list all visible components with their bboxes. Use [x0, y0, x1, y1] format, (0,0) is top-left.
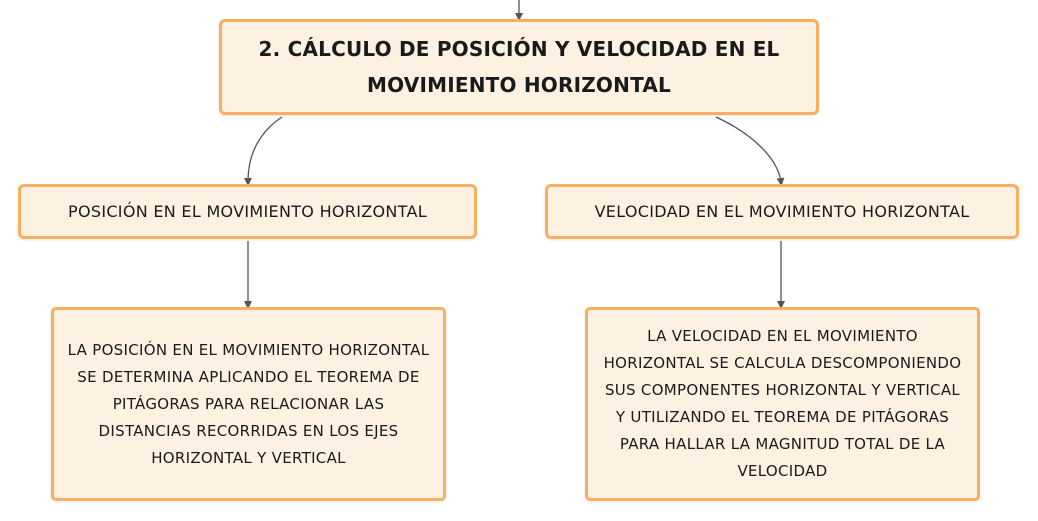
main-topic-title: 2. CÁLCULO DE POSICIÓN Y VELOCIDAD EN EL MOVIMIENTO HORIZONTAL [258, 37, 780, 97]
detail-node-position[interactable] [51, 307, 446, 501]
subtopic-node-velocity[interactable] [545, 184, 1019, 239]
connector-main-to-right [716, 117, 781, 182]
detail-text-position: LA POSICIÓN EN EL MOVIMIENTO HORIZONTAL SE DETERMINA APLICANDO EL TEOREMA DE PITÁGORAS PARA RELACIONAR LAS DISTANCIAS RECORRIDAS EN LOS EJES HORIZONTAL Y VERTICAL [67, 340, 430, 467]
main-topic-node[interactable] [219, 19, 819, 115]
detail-text-velocity: LA VELOCIDAD EN EL MOVIMIENTO HORIZONTAL SE CALCULA DESCOMPONIENDO SUS COMPONENTES HORIZONTAL Y VERTICAL Y UTILIZANDO EL TEOREMA DE PITÁGORAS PARA HALLAR LA MAGNITUD TOTAL DE LA VELOCIDAD [603, 327, 962, 480]
subtopic-title-position: POSICIÓN EN EL MOVIMIENTO HORIZONTAL [68, 202, 427, 221]
subtopic-node-position[interactable] [18, 184, 477, 239]
connector-main-to-left [248, 117, 282, 182]
subtopic-title-velocity: VELOCIDAD EN EL MOVIMIENTO HORIZONTAL [594, 202, 970, 221]
detail-node-velocity[interactable] [585, 307, 980, 501]
